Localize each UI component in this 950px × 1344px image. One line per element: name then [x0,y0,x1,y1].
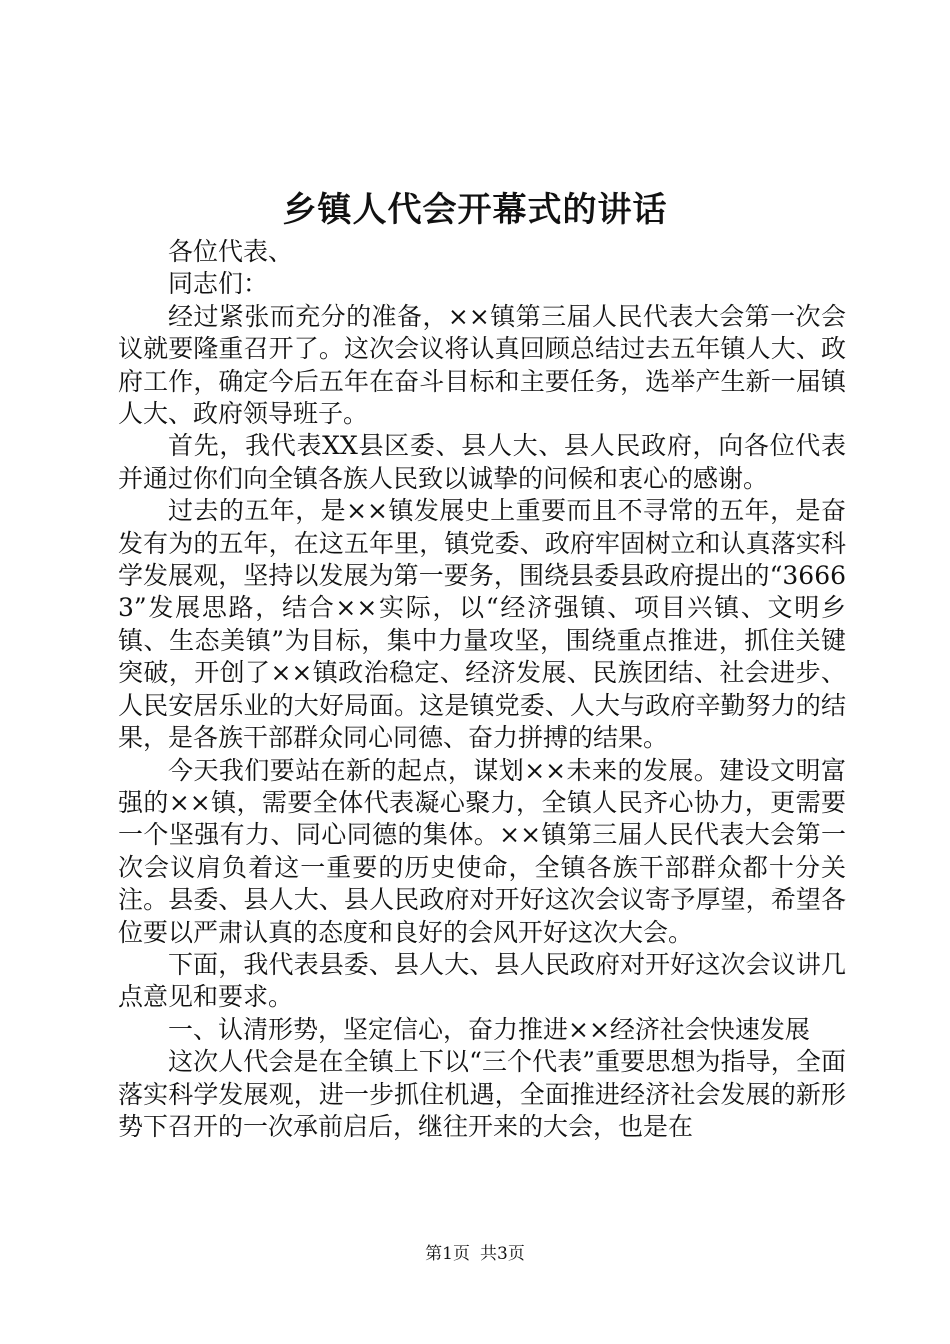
document-body [118,236,846,1143]
paragraph-requirements-intro: 下面，我代表县委、县人大、县人民政府对开好这次会议讲几点意见和要求。 [118,949,846,1012]
paragraph-section-1: 这次人代会是在全镇上下以“三个代表”重要思想为指导，全面落实科学发展观，进一步抓住机遇，全面推进经济社会发展的新形势下召开的一次承前启后，继往开来的大会，也是在 [118,1047,846,1141]
salutation-line-2: 同志们： [168,269,269,299]
salutation-line-1: 各位代表、 [168,237,294,266]
page-number: 第1页 [425,1244,470,1264]
page-footer [0,1242,950,1266]
section-heading-1: 一、认清形势，坚定信心，奋力推进××经济社会快速发展 [168,1014,810,1044]
document-title: 乡镇人代会开幕式的讲话 [282,190,668,230]
page-total: 共3页 [480,1244,525,1264]
paragraph-new-starting-point: 今天我们要站在新的起点，谋划××未来的发展。建设文明富强的××镇，需要全体代表凝心聚力，全镇人民齐心协力，更需要一个坚强有力、同心同德的集体。××镇第三届人民代表大会第一次会议肩负着这一重要的历史使命，全镇各族干部群众都十分关注。县委、县人大、县人民政府对开好这次会议寄予厚望，希望各位要以严肃认真的态度和良好的会风开好这次大会。 [118,755,846,947]
paragraph-past-five-years: 过去的五年，是××镇发展史上重要而且不寻常的五年，是奋发有为的五年，在这五年里，镇党委、政府牢固树立和认真落实科学发展观，坚持以发展为第一要务，围绕县委县政府提出的“36663”发展思路，结合××实际，以“经济强镇、项目兴镇、文明乡镇、生态美镇”为目标，集中力量攻坚，围绕重点推进，抓住关键突破，开创了××镇政治稳定、经济发展、民族团结、社会进步、人民安居乐业的大好局面。这是镇党委、人大与政府辛勤努力的结果，是各族干部群众同心同德、奋力拼搏的结果。 [118,496,846,753]
paragraph-greeting: 首先，我代表XX县区委、县人大、县人民政府，向各位代表并通过你们向全镇各族人民致以诚挚的问候和衷心的感谢。 [118,431,846,493]
paragraph-intro: 经过紧张而充分的准备，××镇第三届人民代表大会第一次会议就要隆重召开了。这次会议将认真回顾总结过去五年镇人大、政府工作，确定今后五年在奋斗目标和主要任务，选举产生新一届镇人大、政府领导班子。 [118,301,846,429]
